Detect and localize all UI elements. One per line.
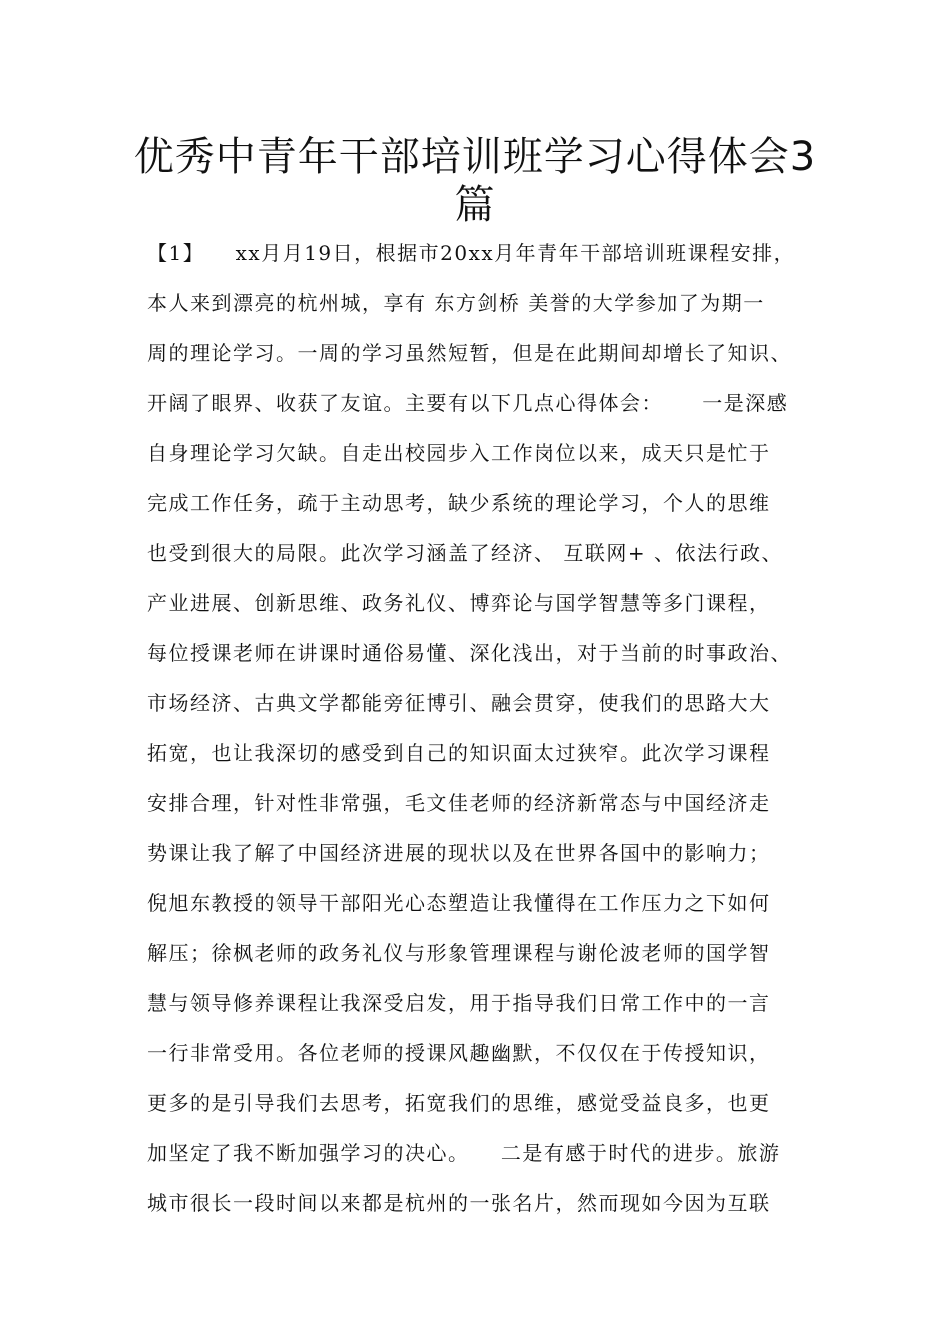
text-line: 慧与领导修养课程让我深受启发，用于指导我们日常工作中的一言 [147,991,771,1015]
text-line: 势课让我了解了中国经济进展的现状以及在世界各国中的影响力； [147,841,771,865]
text-line: 解压；徐枫老师的政务礼仪与形象管理课程与谢伦波老师的国学智 [147,941,771,965]
text-line: 倪旭东教授的领导干部阳光心态塑造让我懂得在工作压力之下如何 [147,891,771,915]
body-text [147,236,837,1236]
text-line: 自身理论学习欠缺。自走出校园步入工作岗位以来，成天只是忙于 [147,441,771,465]
document-title-line-2: 篇 [454,182,496,228]
text-line: 市场经济、古典文学都能旁征博引、融会贯穿，使我们的思路大大 [147,691,771,715]
document-title-line-1: 优秀中青年干部培训班学习心得体会3 [133,134,817,180]
text-line: 开阔了眼界、收获了友谊。主要有以下几点心得体会： 一是深感 [147,391,789,415]
text-line: 安排合理，针对性非常强，毛文佳老师的经济新常态与中国经济走 [147,791,771,815]
text-line: 完成工作任务，疏于主动思考，缺少系统的理论学习，个人的思维 [147,491,771,515]
text-line: 本人来到漂亮的杭州城，享有 东方剑桥 美誉的大学参加了为期一 [147,291,765,315]
text-line: 每位授课老师在讲课时通俗易懂、深化浅出，对于当前的时事政治、 [147,641,792,665]
text-line: 也受到很大的局限。此次学习涵盖了经济、 互联网+ 、依法行政、 [147,541,783,565]
text-line: 周的理论学习。一周的学习虽然短暂，但是在此期间却增长了知识、 [147,341,792,365]
text-line: 更多的是引导我们去思考，拓宽我们的思维，感觉受益良多，也更 [147,1091,771,1115]
text-line: 【1】 xx月月19日，根据市20xx月年青年干部培训班课程安排， [147,241,796,265]
text-line: 城市很长一段时间以来都是杭州的一张名片，然而现如今因为互联 [147,1191,771,1215]
text-line: 一行非常受用。各位老师的授课风趣幽默，不仅仅在于传授知识， [147,1041,771,1065]
text-line: 加坚定了我不断加强学习的决心。 二是有感于时代的进步。旅游 [147,1141,781,1165]
text-line: 产业进展、创新思维、政务礼仪、博弈论与国学智慧等多门课程， [147,591,771,615]
text-line: 拓宽，也让我深切的感受到自己的知识面太过狭窄。此次学习课程 [147,741,771,765]
